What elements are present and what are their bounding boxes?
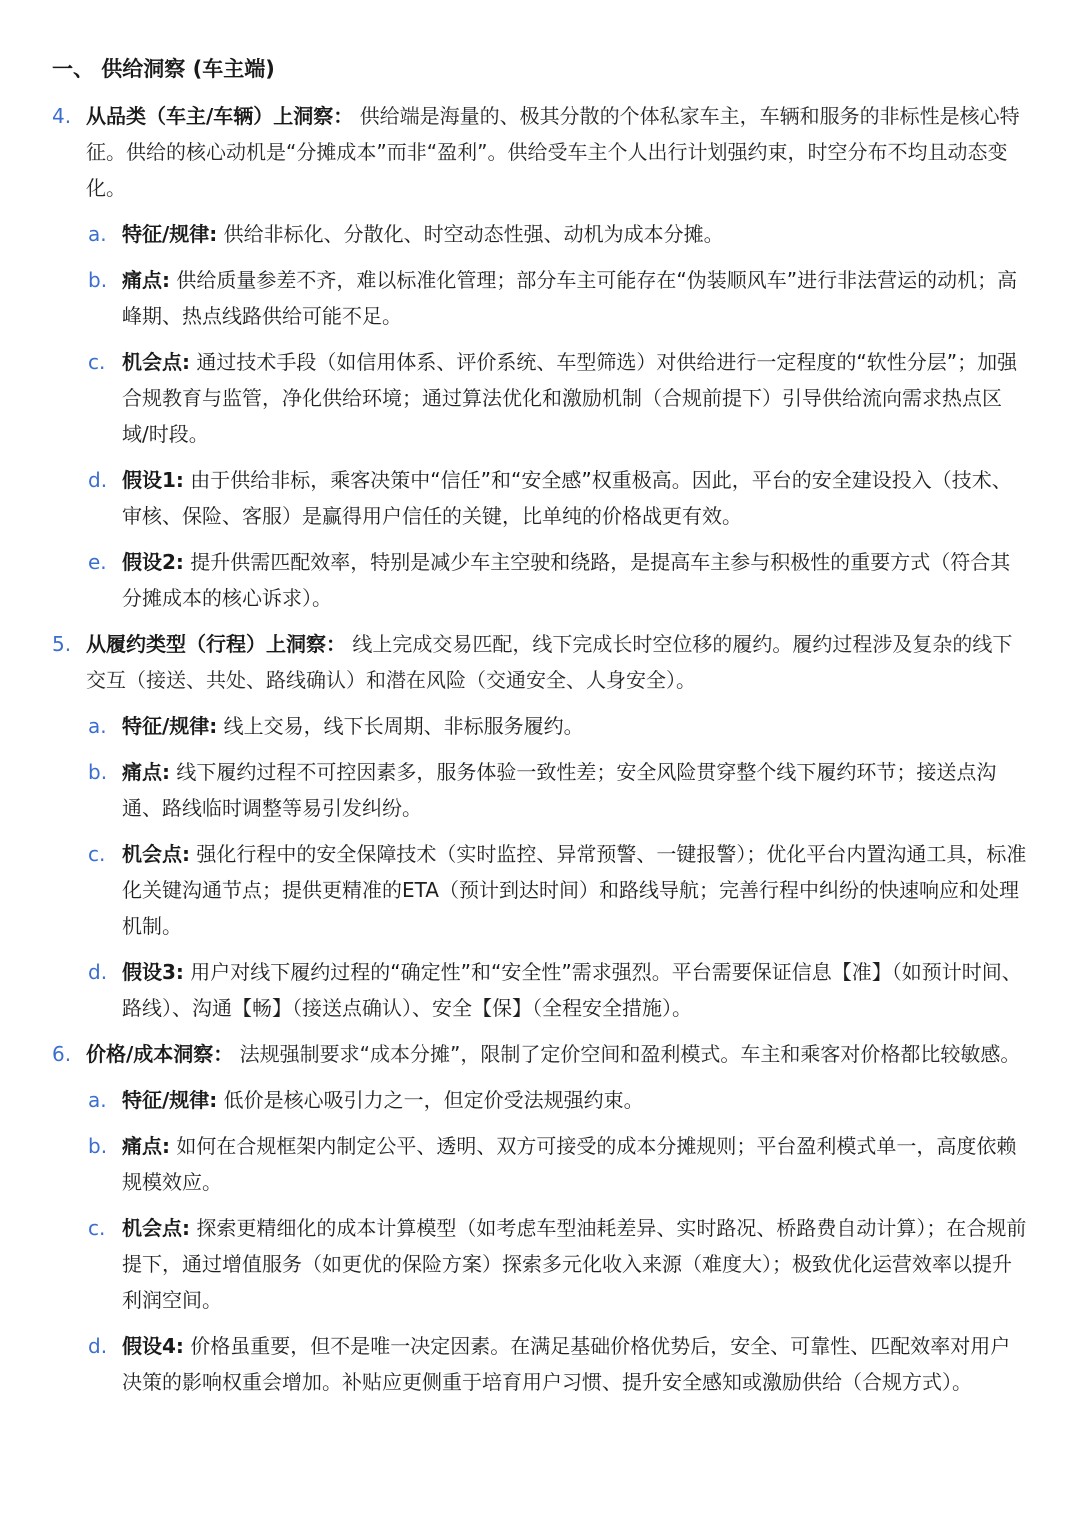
sub-letter: d. [88, 468, 108, 492]
item-lead: 价格/成本洞察： [86, 1042, 234, 1066]
sub-item [52, 708, 1028, 744]
sub-item [52, 954, 1028, 1026]
item-lead: 从履约类型（行程）上洞察： [86, 632, 346, 656]
sub-list [86, 1082, 1028, 1400]
sub-letter: a. [88, 222, 107, 246]
item-text: 线上完成交易匹配，线下完成长时空位移的履约。履约过程涉及复杂的线下交互（接送、共处、路线确认）和潜在风险（交通安全、人身安全）。 [86, 632, 1013, 692]
sub-text: 由于供给非标，乘客决策中“信任”和“安全感”权重极高。因此，平台的安全建设投入（技术、审核、保险、客服）是赢得用户信任的关键，比单纯的价格战更有效。 [122, 468, 1012, 528]
sub-label: 机会点: [122, 842, 190, 866]
sub-item [52, 262, 1028, 334]
sub-letter: e. [88, 550, 107, 574]
list-item [52, 1036, 1028, 1400]
sub-label: 特征/规律: [122, 714, 218, 738]
sub-label: 特征/规律: [122, 1088, 218, 1112]
sub-item [52, 344, 1028, 452]
sub-text: 线下履约过程不可控因素多，服务体验一致性差；安全风险贯穿整个线下履约环节；接送点沟通、路线临时调整等易引发纠纷。 [122, 760, 997, 820]
item-number: 4. [52, 104, 72, 128]
section-title: 一、 供给洞察 (车主端) [52, 57, 275, 81]
item-number: 6. [52, 1042, 72, 1066]
sub-text: 如何在合规框架内制定公平、透明、双方可接受的成本分摊规则；平台盈利模式单一，高度依赖规模效应。 [122, 1134, 1017, 1194]
sub-label: 假设3: [122, 960, 184, 984]
sub-letter: b. [88, 760, 108, 784]
item-text: 供给端是海量的、极其分散的个体私家车主，车辆和服务的非标性是核心特征。供给的核心动机是“分摊成本”而非“盈利”。供给受车主个人出行计划强约束，时空分布不均且动态变化。 [86, 104, 1020, 200]
sub-text: 用户对线下履约过程的“确定性”和“安全性”需求强烈。平台需要保证信息【准】（如预计时间、路线）、沟通【畅】（接送点确认）、安全【保】（全程安全措施）。 [122, 960, 1022, 1020]
sub-label: 机会点: [122, 1216, 190, 1240]
sub-text: 线上交易，线下长周期、非标服务履约。 [217, 714, 584, 738]
sub-letter: c. [88, 842, 106, 866]
sub-text: 探索更精细化的成本计算模型（如考虑车型油耗差异、实时路况、桥路费自动计算）；在合规前提下，通过增值服务（如更优的保险方案）探索多元化收入来源（难度大）；极致优化运营效率以提升利润空间。 [122, 1216, 1027, 1312]
sub-label: 痛点: [122, 1134, 170, 1158]
sub-item [52, 754, 1028, 826]
sub-text: 通过技术手段（如信用体系、评价系统、车型筛选）对供给进行一定程度的“软性分层”；加强合规教育与监管，净化供给环境；通过算法优化和激励机制（合规前提下）引导供给流向需求热点区域/时段。 [122, 350, 1018, 446]
list-item [52, 626, 1028, 1026]
sub-letter: a. [88, 714, 107, 738]
sub-list [86, 216, 1028, 616]
sub-letter: b. [88, 268, 108, 292]
sub-item [52, 1328, 1028, 1400]
sub-list [86, 708, 1028, 1026]
item-lead: 从品类（车主/车辆）上洞察： [86, 104, 354, 128]
list-item [52, 98, 1028, 616]
sub-letter: c. [88, 350, 106, 374]
sub-text: 低价是核心吸引力之一，但定价受法规强约束。 [217, 1088, 644, 1112]
sub-letter: b. [88, 1134, 108, 1158]
sub-text: 提升供需匹配效率，特别是减少车主空驶和绕路，是提高车主参与积极性的重要方式（符合其分摊成本的核心诉求）。 [122, 550, 1011, 610]
sub-text: 供给质量参差不齐，难以标准化管理；部分车主可能存在“伪装顺风车”进行非法营运的动机；高峰期、热点线路供给可能不足。 [122, 268, 1018, 328]
sub-letter: d. [88, 960, 108, 984]
item-text: 法规强制要求“成本分摊”，限制了定价空间和盈利模式。车主和乘客对价格都比较敏感。 [233, 1042, 1021, 1066]
sub-item [52, 544, 1028, 616]
sub-text: 强化行程中的安全保障技术（实时监控、异常预警、一键报警）；优化平台内置沟通工具，标准化关键沟通节点；提供更精准的ETA（预计到达时间）和路线导航；完善行程中纠纷的快速响应和处理机制。 [122, 842, 1027, 938]
sub-letter: a. [88, 1088, 107, 1112]
sub-label: 痛点: [122, 268, 170, 292]
sub-letter: c. [88, 1216, 106, 1240]
sub-text: 供给非标化、分散化、时空动态性强、动机为成本分摊。 [217, 222, 724, 246]
sub-label: 特征/规律: [122, 222, 218, 246]
sub-item [52, 1082, 1028, 1118]
sub-text: 价格虽重要，但不是唯一决定因素。在满足基础价格优势后，安全、可靠性、匹配效率对用户决策的影响权重会增加。补贴应更侧重于培育用户习惯、提升安全感知或激励供给（合规方式）。 [122, 1334, 1011, 1394]
item-number: 5. [52, 632, 72, 656]
sub-letter: d. [88, 1334, 108, 1358]
sub-item [52, 462, 1028, 534]
sub-item [52, 216, 1028, 252]
sub-label: 假设2: [122, 550, 184, 574]
sub-label: 假设4: [122, 1334, 184, 1358]
sub-item [52, 836, 1028, 944]
sub-item [52, 1128, 1028, 1200]
sub-label: 假设1: [122, 468, 184, 492]
sub-item [52, 1210, 1028, 1318]
sub-label: 机会点: [122, 350, 190, 374]
sub-label: 痛点: [122, 760, 170, 784]
